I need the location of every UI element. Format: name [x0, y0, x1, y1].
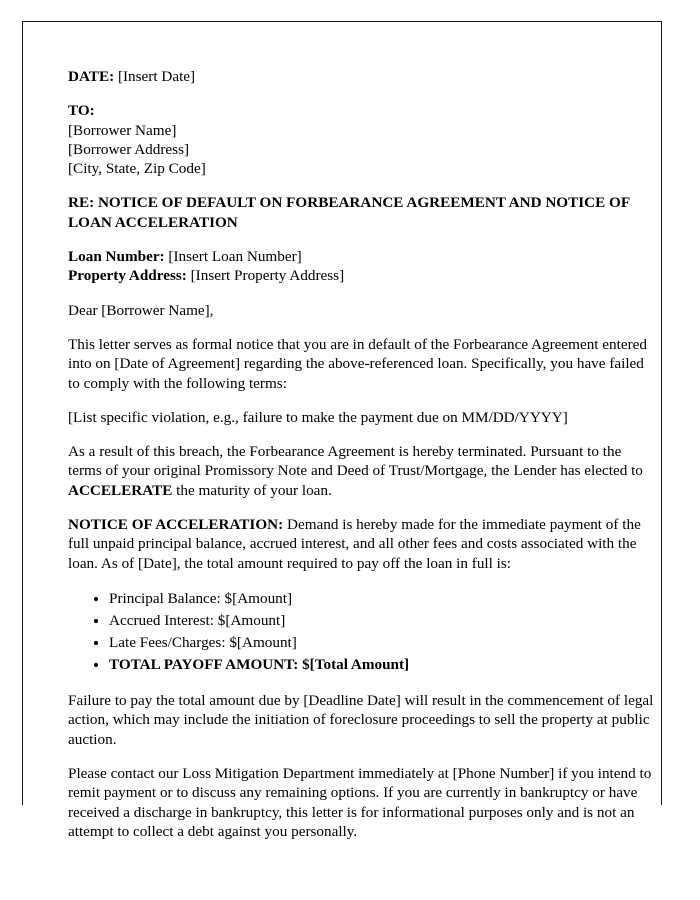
page-frame	[22, 21, 662, 840]
date-line	[68, 67, 657, 86]
acceleration-heading: NOTICE OF ACCELERATION:	[68, 516, 284, 534]
list-item-total-payoff: • TOTAL PAYOFF AMOUNT: $[Total Amount]	[109, 654, 657, 676]
payoff-amounts-list	[68, 588, 657, 676]
property-address-line	[68, 266, 657, 285]
letter-body	[68, 67, 657, 856]
date-block	[68, 67, 657, 86]
list-item: • Principal Balance: $[Amount]	[109, 588, 657, 610]
to-label: TO:	[68, 102, 95, 120]
paragraph-acceleration	[68, 515, 657, 573]
recipient-city-state-zip: [City, State, Zip Code]	[68, 160, 206, 178]
breach-text-part2: the maturity of your loan.	[172, 481, 332, 499]
salutation: Dear [Borrower Name],	[68, 301, 214, 319]
paragraph-breach	[68, 442, 657, 500]
list-item: • Late Fees/Charges: $[Amount]	[109, 632, 657, 654]
loan-number-value: [Insert Loan Number]	[168, 248, 302, 266]
date-label: DATE:	[68, 68, 115, 85]
recipient-address: [Borrower Address]	[68, 140, 190, 158]
recipient-name: [Borrower Name]	[68, 121, 177, 139]
list-item: • Accrued Interest: $[Amount]	[109, 610, 657, 632]
paragraph-contact: Please contact our Loss Mitigation Department immediately at [Phone Number] if you intend to remit payment or to discuss any remaining options. If you are currently in bankruptcy or have received a discharge in bankruptcy, this letter is for informational purposes only and is not an attempt to collect a debt against you personally.	[68, 764, 652, 840]
loan-number-line	[68, 247, 657, 266]
date-value: [Insert Date]	[117, 68, 196, 85]
breach-text-part1: As a result of this breach, the Forbearance Agreement is hereby terminated. Pursuant to the terms of your original Promissory Note and Deed of Trust/Mortgage, the Lender has elected to	[68, 443, 643, 480]
property-address-value: [Insert Property Address]	[190, 267, 345, 285]
paragraph-default-notice: This letter serves as formal notice that you are in default of the Forbearance Agreement entered into on [Date of Agreement] regarding the above-referenced loan. Specifically, you have failed to comply with the following terms:	[68, 335, 647, 392]
property-address-label: Property Address:	[68, 267, 187, 285]
recipient-block	[68, 101, 657, 178]
violation-placeholder: [List specific violation, e.g., failure to make the payment due on MM/DD/YYYY]	[68, 408, 568, 426]
loan-details-block	[68, 247, 657, 286]
accelerate-emphasis: ACCELERATE	[68, 481, 173, 499]
loan-number-label: Loan Number:	[68, 248, 165, 266]
paragraph-failure-to-pay: Failure to pay the total amount due by [Deadline Date] will result in the commencement of legal action, which may include the initiation of foreclosure proceedings to sell the property at public auction.	[68, 692, 654, 748]
subject-line: RE: NOTICE OF DEFAULT ON FORBEARANCE AGREEMENT AND NOTICE OF LOAN ACCELERATION	[68, 194, 630, 231]
acceleration-text: Demand is hereby made for the immediate payment of the full unpaid principal balance, accrued interest, and all other fees and costs associated with the loan. As of [Date], the total amount required to pay off the loan in full is:	[68, 516, 641, 572]
